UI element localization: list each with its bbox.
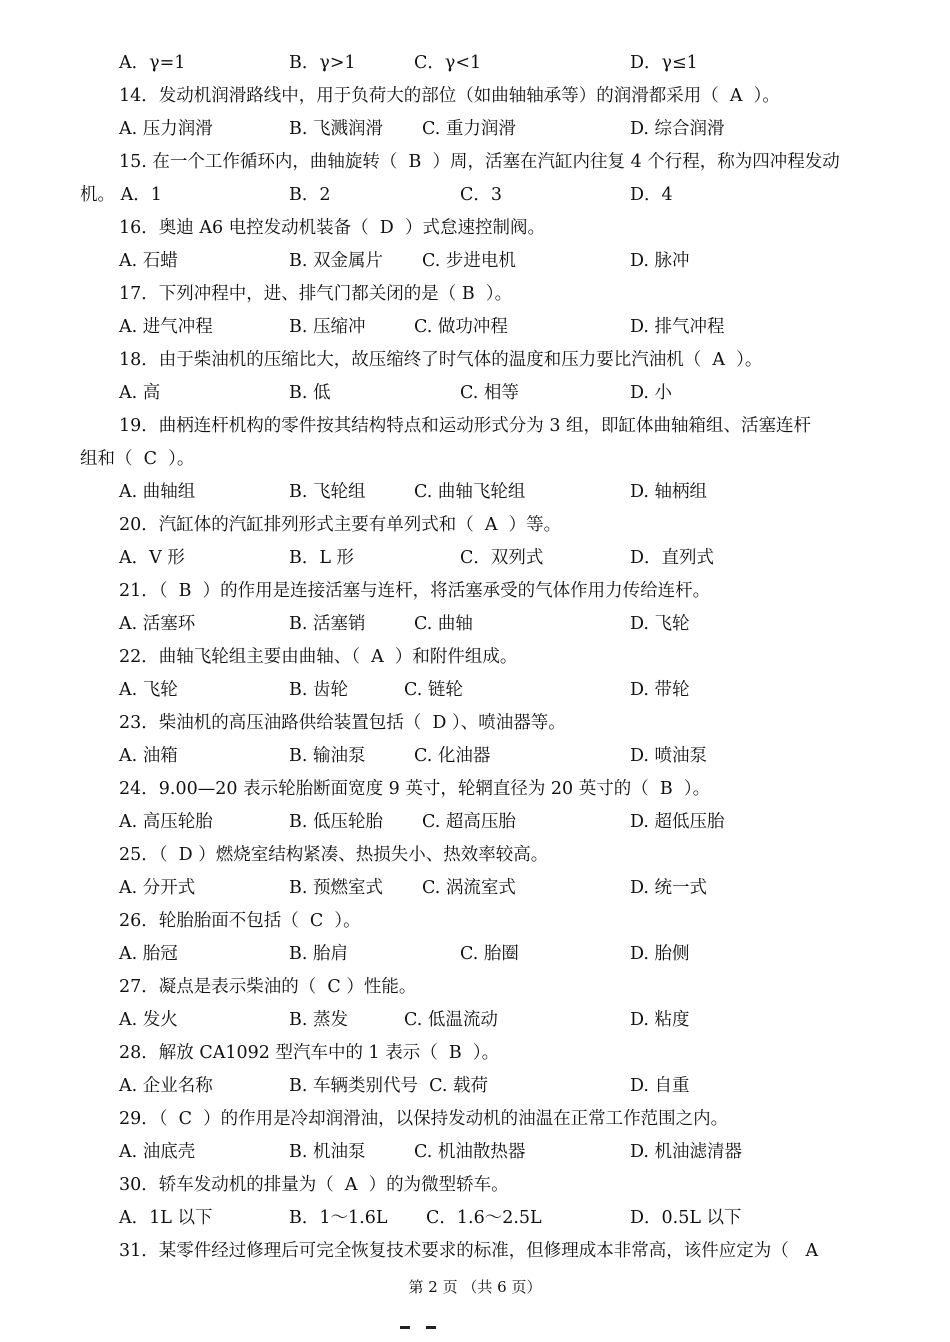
- question-stem: [0, 773, 950, 806]
- option-c: C. 机油散热器: [414, 1142, 526, 1162]
- option-a: A. 高压轮胎: [119, 812, 213, 832]
- question-stem: [0, 575, 950, 608]
- option-b: B. 双金属片: [289, 251, 383, 271]
- question-options: [0, 740, 950, 773]
- question-stem: [0, 344, 950, 377]
- question-options: [0, 872, 950, 905]
- option-d: D. 机油滤清器: [630, 1142, 743, 1162]
- question-options: [0, 311, 950, 344]
- option-b: B. 低压轮胎: [289, 812, 383, 832]
- option-c: C. 超高压胎: [422, 812, 516, 832]
- option-a: A．1L 以下: [119, 1208, 213, 1228]
- question-options: [0, 476, 950, 509]
- option-d: D. 粘度: [630, 1010, 690, 1030]
- option-d: D. 喷油泵: [630, 746, 708, 766]
- question-options: [0, 179, 950, 212]
- option-c: C. 链轮: [404, 680, 463, 700]
- question-options: [0, 1004, 950, 1037]
- question-text: 31．某零件经过修理后可完全恢复技术要求的标准，但修理成本非常高，该件应定为（ A: [119, 1241, 819, 1261]
- question-stem: [0, 509, 950, 542]
- option-d: D．γ≤1: [630, 53, 698, 73]
- option-b: B．γ>1: [289, 53, 356, 73]
- scan-mark: [400, 1326, 410, 1329]
- question-options: [0, 47, 950, 80]
- option-a: 机。 A．1: [80, 185, 162, 205]
- option-a: A. 高: [119, 383, 161, 403]
- option-b: B. 飞轮组: [289, 482, 366, 502]
- option-b: B. 齿轮: [289, 680, 348, 700]
- option-d: D. 排气冲程: [630, 317, 725, 337]
- question-text: 21．（ B ）的作用是连接活塞与连杆，将活塞承受的气体作用力传给连杆。: [119, 581, 711, 601]
- option-b: B. 活塞销: [289, 614, 366, 634]
- option-b: B. 压缩冲: [289, 317, 366, 337]
- question-options: [0, 1136, 950, 1169]
- option-d: D. 统一式: [630, 878, 708, 898]
- question-stem: [0, 410, 950, 443]
- question-text: 17．下列冲程中，进、排气门都关闭的是（ B ）。: [119, 284, 513, 304]
- option-a: A. 飞轮: [119, 680, 178, 700]
- question-options: [0, 113, 950, 146]
- question-text: 28．解放 CA1092 型汽车中的 1 表示（ B ）。: [119, 1043, 500, 1063]
- question-text: 22．曲轴飞轮组主要由曲轴、（ A ）和附件组成。: [119, 647, 518, 667]
- question-stem: [0, 971, 950, 1004]
- question-text: 组和（ C ）。: [80, 449, 195, 469]
- option-c: C. 做功冲程: [414, 317, 508, 337]
- question-stem: [0, 146, 950, 179]
- option-a: A. 压力润滑: [119, 119, 213, 139]
- option-d: D．直列式: [630, 548, 715, 568]
- option-a: A. 胎冠: [119, 944, 178, 964]
- question-stem: [0, 1169, 950, 1202]
- option-a: A. 分开式: [119, 878, 196, 898]
- question-text: 27．凝点是表示柴油的（ C ）性能。: [119, 977, 417, 997]
- option-c: C．γ<1: [414, 53, 482, 73]
- question-stem: [0, 212, 950, 245]
- option-a: A. 油箱: [119, 746, 178, 766]
- question-stem: [0, 707, 950, 740]
- question-options: [0, 542, 950, 575]
- option-d: D. 轴柄组: [630, 482, 708, 502]
- option-d: D. 带轮: [630, 680, 690, 700]
- option-c: C. 曲轴飞轮组: [414, 482, 526, 502]
- option-c: C. 曲轴: [414, 614, 473, 634]
- option-c: C. 低温流动: [404, 1010, 498, 1030]
- question-stem: [0, 1103, 950, 1136]
- option-b: B. 蒸发: [289, 1010, 348, 1030]
- option-a: A. 进气冲程: [119, 317, 213, 337]
- option-b-c: B. 车辆类别代号 C. 载荷: [289, 1076, 489, 1096]
- option-d: D．0.5L 以下: [630, 1208, 742, 1228]
- question-options: [0, 245, 950, 278]
- option-c: C. 胎圈: [460, 944, 519, 964]
- option-d: D. 小: [630, 383, 673, 403]
- option-d: D. 胎侧: [630, 944, 690, 964]
- option-b: B. 输油泵: [289, 746, 366, 766]
- option-c: C．3: [460, 185, 503, 205]
- option-a: A. 曲轴组: [119, 482, 196, 502]
- option-c: C．1.6～2.5L: [426, 1208, 542, 1228]
- option-b: B. 低: [289, 383, 331, 403]
- question-text: 23．柴油机的高压油路供给装置包括（ D ）、喷油器等。: [119, 713, 566, 733]
- option-c: C. 重力润滑: [422, 119, 516, 139]
- question-options: [0, 806, 950, 839]
- question-options: [0, 938, 950, 971]
- question-text: 25．（ D ）燃烧室结构紧凑、热损失小、热效率较高。: [119, 845, 549, 865]
- option-a: A. 发火: [119, 1010, 178, 1030]
- option-a: A. 石蜡: [119, 251, 178, 271]
- page-footer: 第 2 页 （共 6 页）: [408, 1278, 542, 1296]
- question-stem: [0, 905, 950, 938]
- scan-mark: [426, 1326, 436, 1329]
- option-b: B．2: [289, 185, 331, 205]
- question-stem: [0, 1037, 950, 1070]
- option-b: B. 胎肩: [289, 944, 348, 964]
- question-options: [0, 1202, 950, 1235]
- question-options: [0, 1070, 950, 1103]
- option-d: D. 综合润滑: [630, 119, 725, 139]
- option-b: B. 预燃室式: [289, 878, 383, 898]
- option-d: D. 超低压胎: [630, 812, 725, 832]
- option-c: C．双列式: [460, 548, 544, 568]
- option-d: D. 脉冲: [630, 251, 690, 271]
- question-stem: [0, 839, 950, 872]
- question-text: 18．由于柴油机的压缩比大，故压缩终了时气体的温度和压力要比汽油机（ A ）。: [119, 350, 763, 370]
- question-options: [0, 608, 950, 641]
- option-a: A．V 形: [119, 548, 185, 568]
- question-text: 20．汽缸体的汽缸排列形式主要有单列式和（ A ）等。: [119, 515, 562, 535]
- option-c: C. 涡流室式: [422, 878, 516, 898]
- question-stem: [0, 278, 950, 311]
- option-c: C. 化油器: [414, 746, 491, 766]
- question-text: 30．轿车发动机的排量为（ A ）的为微型轿车。: [119, 1175, 509, 1195]
- question-text: 26．轮胎胎面不包括（ C ）。: [119, 911, 361, 931]
- question-text: 19．曲柄连杆机构的零件按其结构特点和运动形式分为 3 组，即缸体曲轴箱组、活塞连杆: [119, 416, 812, 436]
- option-b: B. 机油泵: [289, 1142, 366, 1162]
- question-stem: [0, 641, 950, 674]
- question-text: 15. 在一个工作循环内，曲轴旋转（ B ）周，活塞在汽缸内往复 4 个行程，称为四冲程发动: [119, 152, 840, 172]
- question-text: 24．9.00—20 表示轮胎断面宽度 9 英寸，轮辋直径为 20 英寸的（ B ）。: [119, 779, 711, 799]
- option-a: A. 油底壳: [119, 1142, 196, 1162]
- option-b: B．1～1.6L: [289, 1208, 388, 1228]
- option-d: D．4: [630, 185, 673, 205]
- option-a: A. 活塞环: [119, 614, 196, 634]
- question-options: [0, 674, 950, 707]
- question-options: [0, 377, 950, 410]
- option-d: D. 自重: [630, 1076, 690, 1096]
- option-b: B. 飞溅润滑: [289, 119, 383, 139]
- option-a: A. 企业名称: [119, 1076, 213, 1096]
- option-a: A．γ=1: [119, 53, 186, 73]
- option-c: C. 步进电机: [422, 251, 516, 271]
- question-text: 29．（ C ）的作用是冷却润滑油，以保持发动机的油温在正常工作范围之内。: [119, 1109, 729, 1129]
- question-text: 16．奥迪 A6 电控发动机装备（ D ）式怠速控制阀。: [119, 218, 545, 238]
- question-stem: [0, 1235, 950, 1268]
- question-stem-continued: [0, 443, 950, 476]
- option-c: C. 相等: [460, 383, 519, 403]
- option-d: D. 飞轮: [630, 614, 690, 634]
- option-b: B．L 形: [289, 548, 355, 568]
- question-stem: [0, 80, 950, 113]
- question-text: 14．发动机润滑路线中，用于负荷大的部位（如曲轴轴承等）的润滑都采用（ A ）。: [119, 86, 780, 106]
